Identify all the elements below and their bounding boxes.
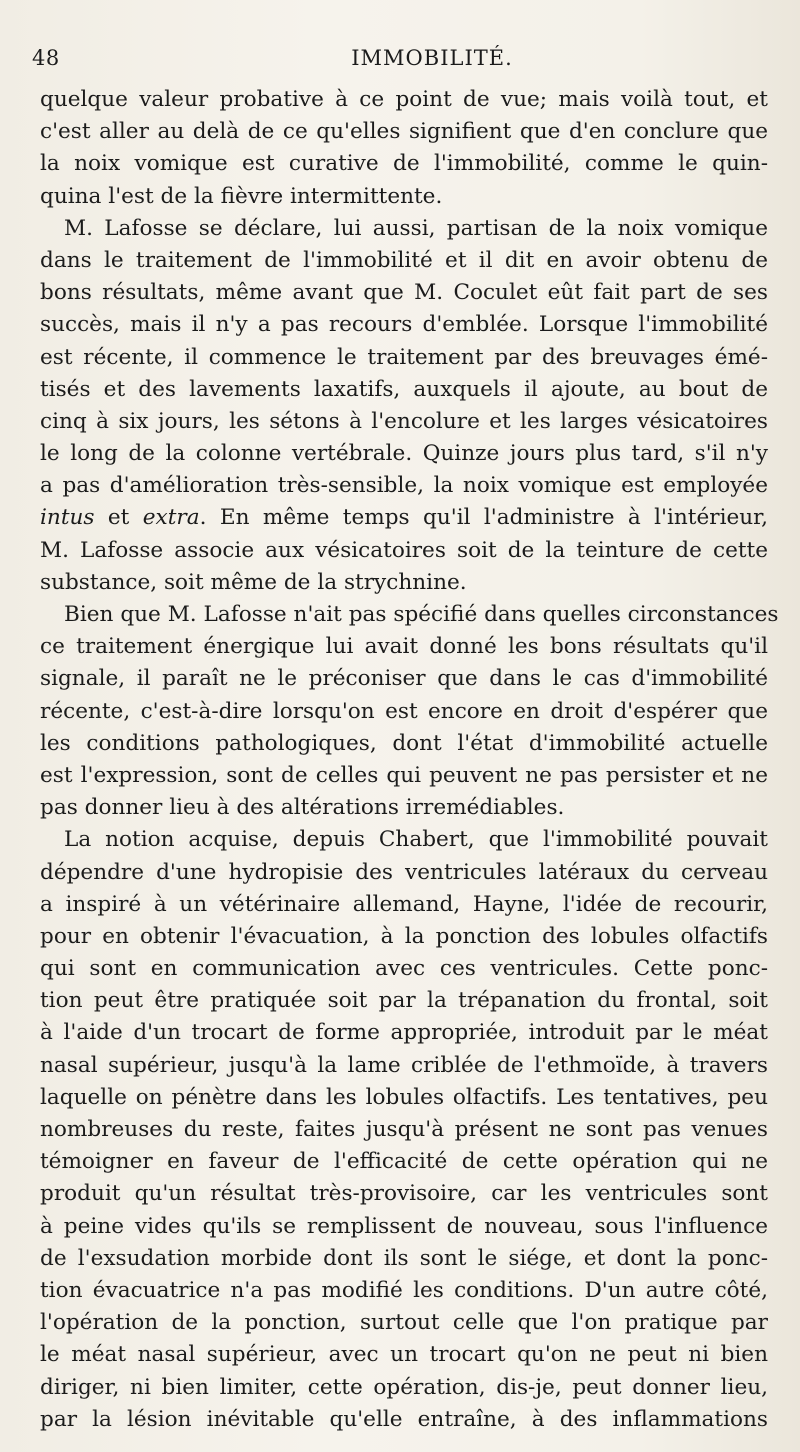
- text-line: laquelle on pénètre dans les lobules olfactifs. Les tentatives, peu: [40, 1084, 768, 1110]
- text-line: tion évacuatrice n'a pas modifié les conditions. D'un autre côté,: [40, 1277, 768, 1303]
- text-line: les conditions pathologiques, dont l'état d'immobilité actuelle: [40, 730, 768, 756]
- text-line: c'est aller au delà de ce qu'elles signifient que d'en conclure que: [40, 119, 768, 145]
- text-line: le méat nasal supérieur, avec un trocart qu'on ne peut ni bien: [40, 1342, 768, 1368]
- text-line: tion peut être pratiquée soit par la trépanation du frontal, soit: [40, 988, 768, 1014]
- text-line: diriger, ni bien limiter, cette opération, dis-je, peut donner lieu,: [40, 1374, 768, 1400]
- text-line: substance, soit même de la strychnine.: [40, 569, 467, 595]
- page-number: 48: [32, 46, 60, 70]
- text-line: M. Lafosse se déclare, lui aussi, partisan de la noix vomique: [64, 215, 768, 241]
- text-line: a inspiré à un vétérinaire allemand, Hayne, l'idée de recourir,: [40, 891, 768, 917]
- text-line: récente, c'est-à-dire lorsqu'on est encore en droit d'espérer que: [40, 698, 768, 724]
- text-line: est récente, il commence le traitement par des breuvages émé-: [40, 344, 768, 370]
- text-line: à peine vides qu'ils se remplissent de nouveau, sous l'influence: [40, 1213, 768, 1239]
- text-line: dans le traitement de l'immobilité et il dit en avoir obtenu de: [40, 247, 768, 273]
- text-line: a pas d'amélioration très-sensible, la noix vomique est employée: [40, 473, 768, 499]
- text-line: produit qu'un résultat très-provisoire, car les ventricules sont: [40, 1181, 768, 1207]
- text-line: quina l'est de la fièvre intermittente.: [40, 183, 443, 209]
- text-line: pour en obtenir l'évacuation, à la ponction des lobules olfactifs: [40, 923, 768, 949]
- running-head: [32, 40, 772, 74]
- text-line: La notion acquise, depuis Chabert, que l'immobilité pouvait: [64, 827, 768, 853]
- text-line: quelque valeur probative à ce point de vue; mais voilà tout, et: [40, 87, 768, 112]
- text-line: signale, il paraît ne le préconiser que dans le cas d'immobilité: [40, 666, 768, 692]
- text-line: témoigner en faveur de l'efficacité de cette opération qui ne: [40, 1149, 768, 1175]
- text-line: ce traitement énergique lui avait donné les bons résultats qu'il: [40, 634, 768, 660]
- text-line: Bien que M. Lafosse n'ait pas spécifié dans quelles circonstances: [64, 602, 779, 627]
- text-line: bons résultats, même avant que M. Coculet eût fait part de ses: [40, 280, 768, 306]
- text-line: cinq à six jours, les sétons à l'encolure et les larges vésicatoires: [40, 408, 768, 434]
- text-line: nombreuses du reste, faites jusqu'à présent ne sont pas venues: [40, 1117, 768, 1142]
- text-line: est l'expression, sont de celles qui peuvent ne pas persister et ne: [40, 762, 768, 788]
- body-text: [40, 84, 779, 1436]
- text-line: [40, 502, 768, 534]
- text-line: qui sont en communication avec ces ventricules. Cette ponc-: [40, 956, 768, 982]
- italic-word-intus: intus: [40, 505, 95, 531]
- text-line: nasal supérieur, jusqu'à la lame criblée de l'ethmoïde, à travers: [40, 1052, 768, 1078]
- text-line: le long de la colonne vertébrale. Quinze jours plus tard, s'il n'y: [40, 441, 768, 467]
- text-line: de l'exsudation morbide dont ils sont le siége, et dont la ponc-: [40, 1245, 768, 1271]
- text-line: M. Lafosse associe aux vésicatoires soit de la teinture de cette: [40, 537, 768, 563]
- text-line: l'opération de la ponction, surtout celle que l'on pratique par: [40, 1310, 768, 1336]
- text-fragment: . En même temps qu'il l'administre à l'intérieur,: [199, 505, 768, 531]
- text-line: à l'aide d'un trocart de forme appropriée, introduit par le méat: [40, 1020, 768, 1046]
- text-line: pas donner lieu à des altérations irremédiables.: [40, 795, 565, 821]
- text-line: par la lésion inévitable qu'elle entraîne, à des inflammations: [40, 1406, 768, 1432]
- text-line: tisés et des lavements laxatifs, auxquels il ajoute, au bout de: [40, 376, 768, 402]
- italic-word-extra: extra: [142, 505, 200, 531]
- text-line: dépendre d'une hydropisie des ventricules latéraux du cerveau: [40, 859, 768, 885]
- text-fragment: et: [94, 505, 143, 531]
- text-line: la noix vomique est curative de l'immobilité, comme le quin-: [40, 151, 768, 177]
- text-line: succès, mais il n'y a pas recours d'emblée. Lorsque l'immobilité: [40, 312, 768, 338]
- running-title: IMMOBILITÉ.: [351, 46, 513, 70]
